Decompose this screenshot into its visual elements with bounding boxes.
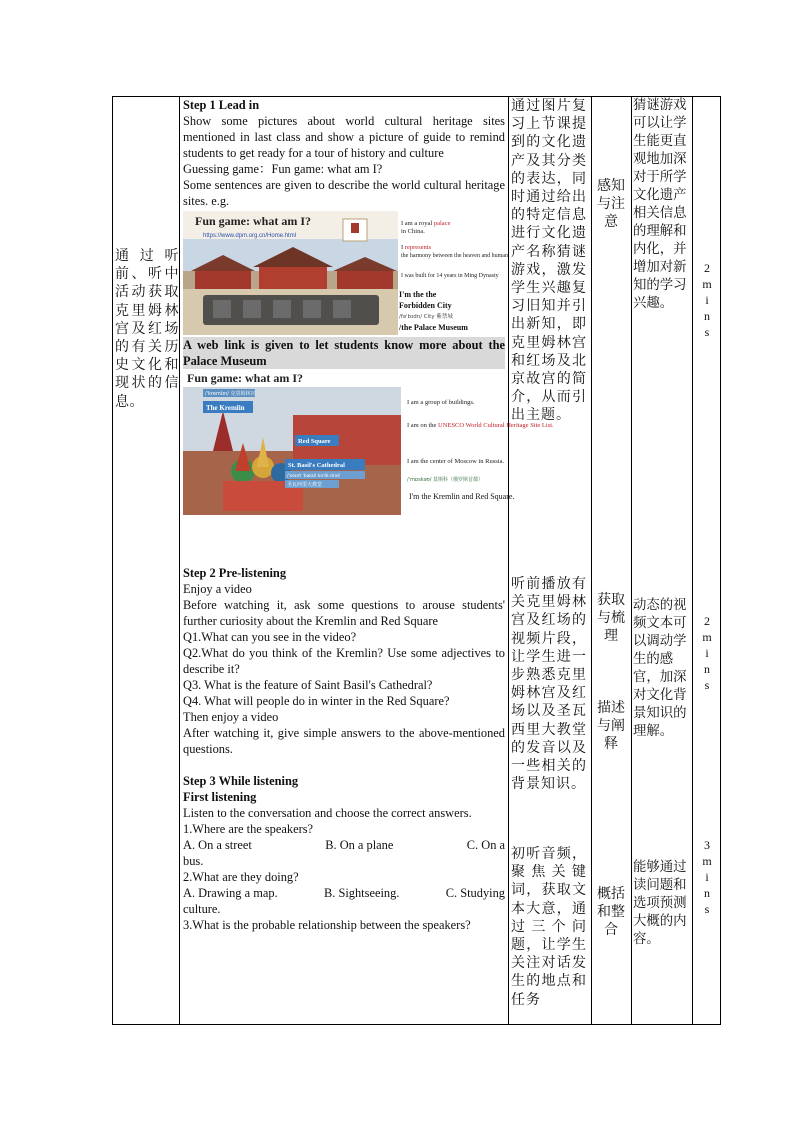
- step1-paragraph: Show some pictures about world cultural heritage sites mentioned in last class and show a picture of guide to remind students to get ready for a tour of history and culture: [183, 114, 505, 160]
- st-basil-zh: 圣瓦西里大教堂: [287, 482, 323, 488]
- clue-royal-palace: I am a royal palace: [401, 220, 451, 227]
- q2-option-c: C. Studying: [445, 886, 505, 900]
- question-2: 2.What are they doing?: [183, 870, 299, 884]
- step3-heading: Step 3 While listening: [183, 774, 299, 788]
- step1-description: Some sentences are given to describe the world cultural heritage sites. e.g.: [183, 178, 505, 208]
- question-1: 1.Where are the speakers?: [183, 822, 314, 836]
- kremlin-phonetic-tag: /ˈkremlɪn/ 克里姆林宫: [205, 391, 256, 397]
- clue-royal-palace-2: in China.: [401, 228, 425, 235]
- answer-kremlin: I'm the Kremlin and Red Square.: [409, 492, 515, 501]
- guessing-game-line: Guessing game：Fun game: what am I?: [183, 162, 383, 176]
- intent-while-listening: 能够通过读问题和选项预测大概的内容。: [633, 860, 687, 947]
- q1-option-a: A. On a street: [183, 838, 252, 852]
- answer-forbidden-city-2: Forbidden City: [399, 301, 452, 310]
- label-kremlin: The Kremlin: [206, 404, 245, 412]
- purpose-while-listening: 初听音频，聚焦关键词，获取文本大意，通过三个问题，让学生关注对话发生的地点和任务: [511, 846, 587, 1008]
- time-while-listening: 3 m i n s: [702, 838, 712, 916]
- clue-group-buildings: I am a group of buildings.: [407, 399, 475, 406]
- clue-harmony-2: the harmony between the heaven and human.: [401, 253, 510, 259]
- q1-option-b: B. On a plane: [325, 838, 394, 852]
- q2-option-b: B. Sightseeing.: [324, 886, 400, 900]
- clue-moscow: I am the center of Moscow in Russia.: [407, 458, 505, 465]
- intent-lead-in: 猜谜游戏可以让学生能更直观地加深对于所学文化遗产相关信息的理解和内化，并增加对新知的学习兴趣。: [633, 98, 687, 311]
- q1-option-c: C. On a: [466, 838, 505, 852]
- kremlin-slide: [183, 371, 554, 519]
- listening-instructions: Listen to the conversation and choose the correct answers.: [183, 806, 472, 820]
- pre-line-0: Enjoy a video: [183, 582, 252, 596]
- slide-title: Fun game: what am I?: [187, 371, 303, 385]
- column-divider: [179, 97, 180, 1024]
- column-divider: [631, 97, 632, 1024]
- q1-option-c-cont: bus.: [183, 854, 204, 868]
- label-st-basil: St. Basil's Cathedral: [288, 462, 345, 469]
- intent-pre-listening: 动态的视频文本可以调动学生的感官，加深对文化背景知识的理解。: [633, 598, 687, 739]
- pre-line-2: Q1.What can you see in the video?: [183, 630, 357, 644]
- clue-built-ming: I was built for 14 years in Ming Dynasty: [401, 273, 499, 279]
- pre-line-3: Q2.What do you think of the Kremlin? Use some adjectives to describe it?: [183, 646, 505, 676]
- pre-line-4: Q3. What is the feature of Saint Basil's Cathedral?: [183, 678, 433, 692]
- question-1-options: [183, 837, 505, 853]
- moscow-phonetic: /ˈmɒskəʊ/ 莫斯科（俄罗斯首都）: [407, 477, 484, 483]
- step2-heading: Step 2 Pre-listening: [183, 566, 287, 580]
- time-lead-in: 2 m i n s: [702, 261, 712, 339]
- skill-describe-explain: 描述与阐释: [597, 700, 625, 752]
- palace-museum-url: https://www.dpm.org.cn/Home.html: [203, 233, 297, 239]
- skill-obtain-organize: 获取与梳理: [597, 592, 625, 644]
- slide-title: Fun game: what am I?: [195, 214, 311, 228]
- step1-heading: Step 1 Lead in: [183, 98, 260, 112]
- clue-unesco: I am on the UNESCO World Cultural Heritage Site List.: [407, 422, 554, 429]
- pre-line-1: Before watching it, ask some questions to arouse students' further curiosity about the Kremlin and Red Square: [183, 598, 505, 628]
- skill-summarize-integrate: 概括和整合: [597, 886, 625, 938]
- forbidden-phonetic: /fəˈbɪdn/ City 紫禁城: [399, 314, 453, 320]
- pre-line-7: After watching it, give simple answers to the above-mentioned questions.: [183, 726, 505, 756]
- kremlin-illustration: [183, 371, 554, 519]
- forbidden-city-illustration: [183, 211, 510, 335]
- purpose-pre-listening: 听前播放有关克里姆林宫及红场的视频片段，让学生进一步熟悉克里姆林宫及红场以及圣瓦西里大教堂的发音以及一些相关的背景知识。: [511, 576, 587, 793]
- spacer: [183, 521, 505, 565]
- objective-text: 通过听前、听中活动获取克里姆林宫及红场的有关历史文化和现状的信息。: [115, 248, 179, 410]
- skill-perceive-notice: 感知与注意: [597, 178, 625, 230]
- answer-palace-museum: /the Palace Museum: [399, 323, 468, 332]
- forbidden-city-slide: [183, 211, 510, 335]
- first-listening-heading: First listening: [183, 790, 257, 804]
- pre-line-6: Then enjoy a video: [183, 710, 279, 724]
- clue-harmony: I represents: [401, 244, 432, 251]
- column-divider: [692, 97, 693, 1024]
- q2-option-a: A. Drawing a map.: [183, 886, 278, 900]
- answer-forbidden-city-1: I'm the the: [399, 290, 437, 299]
- column-divider: [591, 97, 592, 1024]
- time-pre-listening: 2 m i n s: [702, 614, 712, 692]
- st-basil-phonetic: /ˈseɪnt ˈbæzɪl kəˈθiːdrəl/: [287, 474, 341, 479]
- pre-line-5: Q4. What will people do in winter in the Red Square?: [183, 694, 450, 708]
- label-red-square: Red Square: [298, 438, 331, 445]
- purpose-lead-in: 通过图片复习上节课提到的文化遗产及其分类的表达，同时通过给出的特定信息进行文化遗产名称猜谜游戏，激发学生兴趣复习旧知并引出新知，即克里姆林宫和红场及北京故宫的简介，从而引出主题。: [511, 98, 587, 424]
- question-3: 3.What is the probable relationship between the speakers?: [183, 918, 471, 932]
- web-link-caption: A web link is given to let students know more about the Palace Museum: [183, 338, 505, 368]
- column-divider: [508, 97, 509, 1024]
- q2-option-c-cont: culture.: [183, 902, 221, 916]
- lesson-table: [112, 96, 721, 1025]
- spacer: [183, 757, 505, 773]
- question-2-options: [183, 885, 505, 901]
